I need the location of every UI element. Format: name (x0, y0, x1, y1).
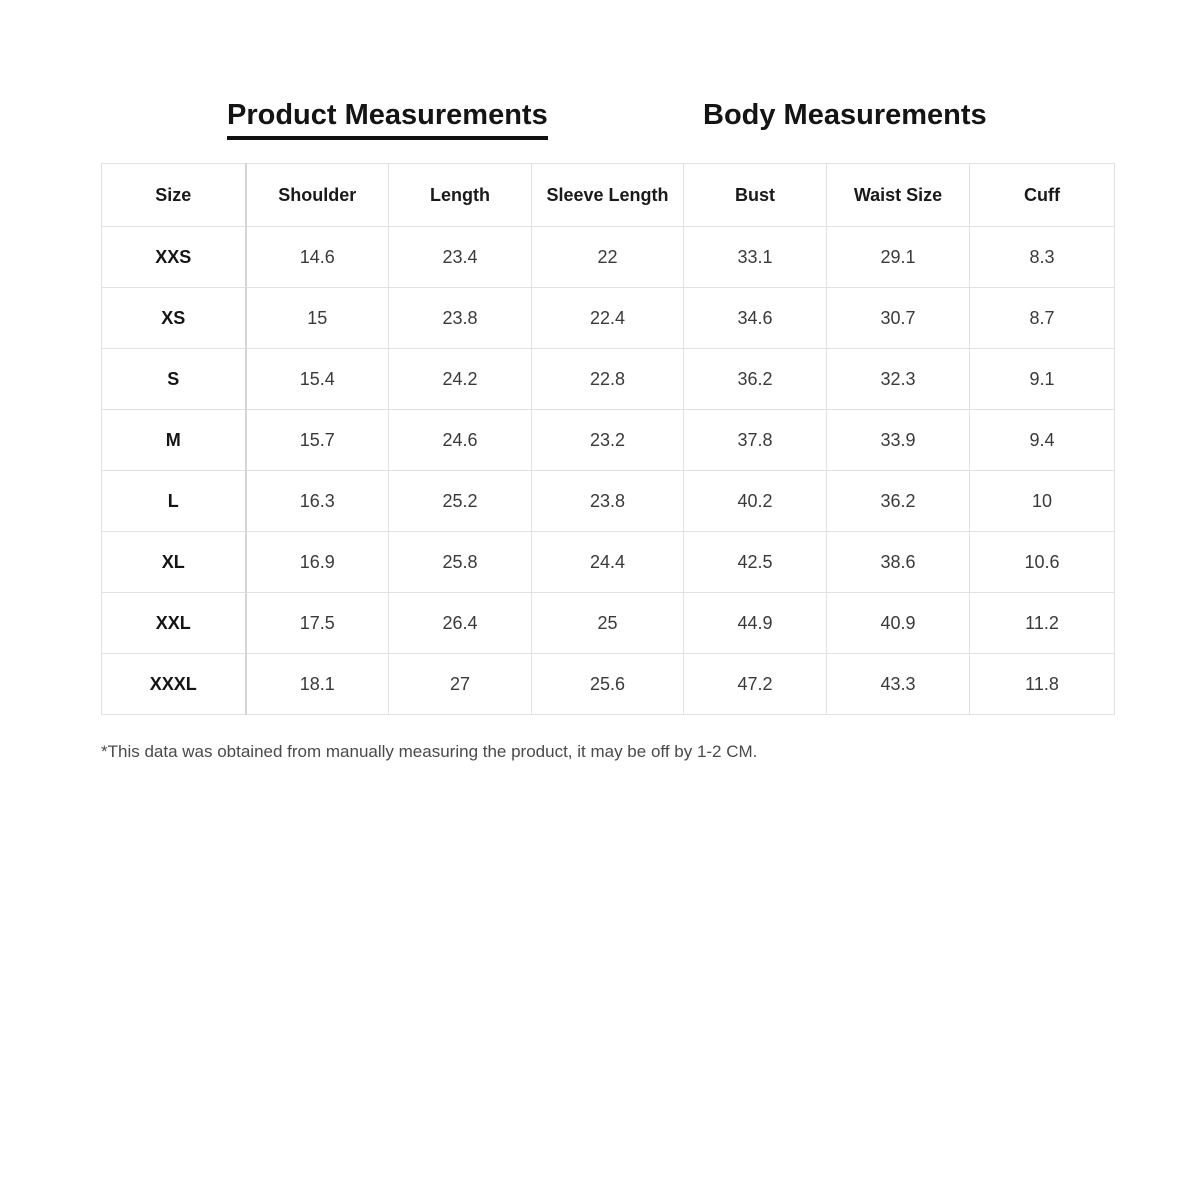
length-cell: 27 (389, 654, 532, 715)
length-cell: 24.6 (389, 410, 532, 471)
size-table (101, 163, 1115, 715)
tab-body-measurements[interactable]: Body Measurements (703, 99, 987, 131)
size-cell: XXL (102, 593, 246, 654)
column-header-waist-size: Waist Size (827, 164, 970, 227)
table-row (102, 532, 1115, 593)
length-cell: 26.4 (389, 593, 532, 654)
table-row (102, 654, 1115, 715)
table-row (102, 593, 1115, 654)
waist-size-cell: 30.7 (827, 288, 970, 349)
table-row (102, 410, 1115, 471)
shoulder-cell: 15.4 (246, 349, 389, 410)
table-row (102, 349, 1115, 410)
bust-cell: 34.6 (684, 288, 827, 349)
shoulder-cell: 14.6 (246, 227, 389, 288)
length-cell: 25.2 (389, 471, 532, 532)
size-cell: L (102, 471, 246, 532)
cuff-cell: 8.7 (970, 288, 1115, 349)
cuff-cell: 8.3 (970, 227, 1115, 288)
column-header-length: Length (389, 164, 532, 227)
column-header-size: Size (102, 164, 246, 227)
sleeve-length-cell: 24.4 (532, 532, 684, 593)
measurement-disclaimer: *This data was obtained from manually measuring the product, it may be off by 1-2 CM. (101, 742, 758, 761)
bust-cell: 33.1 (684, 227, 827, 288)
tab-product-measurements[interactable]: Product Measurements (227, 96, 548, 134)
sleeve-length-cell: 22.4 (532, 288, 684, 349)
shoulder-cell: 16.3 (246, 471, 389, 532)
shoulder-cell: 15.7 (246, 410, 389, 471)
cuff-cell: 10 (970, 471, 1115, 532)
waist-size-cell: 43.3 (827, 654, 970, 715)
cuff-cell: 11.8 (970, 654, 1115, 715)
size-cell: M (102, 410, 246, 471)
sleeve-length-cell: 25.6 (532, 654, 684, 715)
length-cell: 24.2 (389, 349, 532, 410)
waist-size-cell: 32.3 (827, 349, 970, 410)
size-cell: XL (102, 532, 246, 593)
bust-cell: 37.8 (684, 410, 827, 471)
cuff-cell: 9.1 (970, 349, 1115, 410)
column-header-bust: Bust (684, 164, 827, 227)
cuff-cell: 10.6 (970, 532, 1115, 593)
shoulder-cell: 15 (246, 288, 389, 349)
column-header-cuff: Cuff (970, 164, 1115, 227)
measurement-tabs (0, 96, 1200, 146)
table-row (102, 227, 1115, 288)
cuff-cell: 11.2 (970, 593, 1115, 654)
table-row (102, 288, 1115, 349)
waist-size-cell: 40.9 (827, 593, 970, 654)
table-body (102, 227, 1115, 715)
shoulder-cell: 18.1 (246, 654, 389, 715)
length-cell: 25.8 (389, 532, 532, 593)
sleeve-length-cell: 25 (532, 593, 684, 654)
bust-cell: 40.2 (684, 471, 827, 532)
sleeve-length-cell: 22.8 (532, 349, 684, 410)
length-cell: 23.4 (389, 227, 532, 288)
size-cell: XXS (102, 227, 246, 288)
bust-cell: 42.5 (684, 532, 827, 593)
bust-cell: 44.9 (684, 593, 827, 654)
waist-size-cell: 36.2 (827, 471, 970, 532)
column-header-sleeve-length: Sleeve Length (532, 164, 684, 227)
sleeve-length-cell: 23.2 (532, 410, 684, 471)
sleeve-length-cell: 22 (532, 227, 684, 288)
bust-cell: 36.2 (684, 349, 827, 410)
length-cell: 23.8 (389, 288, 532, 349)
size-cell: S (102, 349, 246, 410)
size-chart (101, 163, 1114, 715)
waist-size-cell: 29.1 (827, 227, 970, 288)
size-cell: XS (102, 288, 246, 349)
cuff-cell: 9.4 (970, 410, 1115, 471)
sleeve-length-cell: 23.8 (532, 471, 684, 532)
column-header-shoulder: Shoulder (246, 164, 389, 227)
bust-cell: 47.2 (684, 654, 827, 715)
shoulder-cell: 17.5 (246, 593, 389, 654)
waist-size-cell: 33.9 (827, 410, 970, 471)
shoulder-cell: 16.9 (246, 532, 389, 593)
table-header-row (102, 164, 1115, 227)
waist-size-cell: 38.6 (827, 532, 970, 593)
size-cell: XXXL (102, 654, 246, 715)
table-row (102, 471, 1115, 532)
